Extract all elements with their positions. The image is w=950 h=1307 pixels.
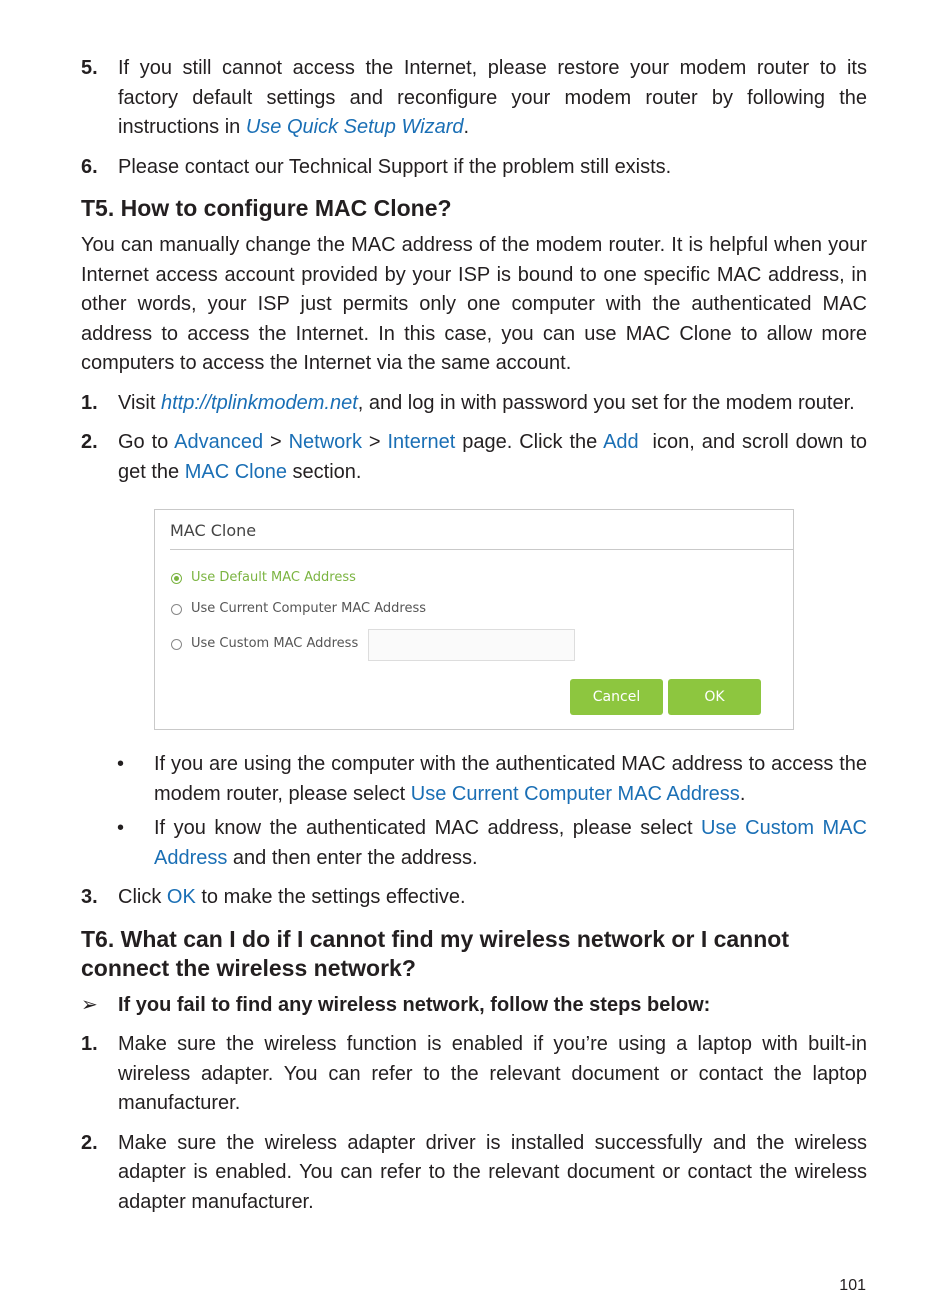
option-label: Use Default MAC Address — [191, 570, 356, 585]
page-content — [81, 54, 873, 1227]
separator: > — [263, 431, 289, 453]
step-text: Go to — [118, 431, 175, 453]
t6-heading: T6. What can I do if I cannot find my wireless network or I cannot connect the wireless network? — [81, 925, 789, 981]
bullet-dot: • — [117, 753, 125, 775]
option-label: Use Custom MAC Address — [191, 636, 359, 651]
custom-mac-input[interactable] — [368, 629, 575, 661]
quick-setup-link[interactable]: Use Quick Setup Wizard — [245, 116, 464, 138]
step-number: 6. — [81, 155, 98, 178]
t6-step-1 — [81, 1030, 867, 1119]
step-text: page. Click the — [455, 431, 604, 453]
step-5 — [81, 54, 867, 143]
separator: > — [361, 431, 388, 453]
subhead-text: If you fail to find any wireless network, follow the steps below: — [118, 993, 711, 1016]
step-number: 2. — [81, 1131, 98, 1154]
radio-icon[interactable] — [171, 604, 182, 615]
step-text: Make sure the wireless adapter driver is installed successfully and the wireless adapter is enabled. You can refer to the relevant document or contact the wireless adapter manufacturer. — [118, 1131, 867, 1213]
step-text-end: section. — [286, 460, 362, 483]
bullet-text: If you know the authenticated MAC address, please select — [154, 817, 702, 839]
custom-mac-link[interactable]: Use Custom MAC Address — [154, 817, 868, 869]
t5-step-2 — [81, 428, 873, 487]
cancel-button[interactable]: Cancel — [570, 679, 663, 715]
step-text: icon, and scroll down to get the — [118, 431, 873, 483]
bullet-current-mac — [81, 750, 867, 809]
step-text: Visit — [118, 391, 161, 414]
t5-step-1 — [81, 389, 867, 419]
step-text: Click — [118, 886, 167, 908]
step-6 — [81, 153, 867, 183]
ok-link[interactable]: OK — [166, 886, 196, 908]
step-number: 1. — [81, 1033, 98, 1055]
step-text-end: , and log in with password you set for the modem router. — [357, 391, 855, 414]
option-label: Use Current Computer MAC Address — [191, 601, 426, 616]
panel-title: MAC Clone — [170, 521, 257, 540]
option-custom-mac[interactable] — [171, 635, 358, 653]
panel-divider — [170, 549, 793, 550]
bullet-text: If you are using the computer with the authenticated MAC address to access the modem router, please select — [154, 753, 867, 805]
arrow-icon: ➢ — [81, 993, 98, 1016]
step-text: Make sure the wireless function is enabled if you’re using a laptop with built-in wireless adapter. You can refer to the relevant document or contact the laptop manufacturer. — [118, 1033, 867, 1114]
page-number: 101 — [839, 1277, 866, 1294]
t5-heading: T5. How to configure MAC Clone? — [81, 195, 452, 221]
radio-icon[interactable] — [171, 639, 182, 650]
radio-selected-icon[interactable] — [171, 573, 182, 584]
step-number: 2. — [81, 431, 98, 453]
t5-step-3 — [81, 883, 867, 913]
tplinkmodem-link[interactable]: http://tplinkmodem.net — [160, 391, 358, 414]
step-text: If you still cannot access the Internet, please restore your modem router to its factory default settings and reconfigure your modem router by following the instructions in — [118, 57, 867, 138]
step-number: 3. — [81, 886, 98, 908]
step-text-end: . — [463, 116, 470, 138]
mac-clone-link[interactable]: MAC Clone — [184, 460, 287, 483]
network-link[interactable]: Network — [288, 431, 362, 453]
add-link[interactable]: Add — [603, 431, 639, 453]
t5-intro: You can manually change the MAC address of the modem router. It is helpful when your Internet access account provided by your ISP is bound to one specific MAC address, in other words, your ISP just permits only one computer with the authenticated MAC address to access the Internet. In this case, you can use MAC Clone to allow more computers to access the Internet via the same account. — [81, 234, 867, 374]
step-number: 5. — [81, 57, 98, 79]
step-number: 1. — [81, 391, 98, 414]
bullet-dot: • — [117, 817, 125, 839]
t6-step-2 — [81, 1129, 867, 1218]
advanced-link[interactable]: Advanced — [174, 431, 264, 453]
current-mac-link[interactable]: Use Current Computer MAC Address — [410, 782, 740, 805]
step-text: Please contact our Technical Support if the problem still exists. — [118, 155, 672, 178]
bullet-custom-mac — [81, 814, 867, 873]
mac-clone-panel — [154, 509, 794, 730]
bullet-text-end: and then enter the address. — [227, 846, 478, 869]
internet-link[interactable]: Internet — [387, 431, 456, 453]
step-text-end: to make the settings effective. — [195, 886, 466, 908]
option-default-mac[interactable] — [171, 569, 356, 587]
option-current-computer-mac[interactable] — [171, 600, 426, 618]
t6-subhead — [81, 991, 867, 1021]
ok-button[interactable]: OK — [668, 679, 761, 715]
bullet-text-end: . — [739, 782, 746, 805]
